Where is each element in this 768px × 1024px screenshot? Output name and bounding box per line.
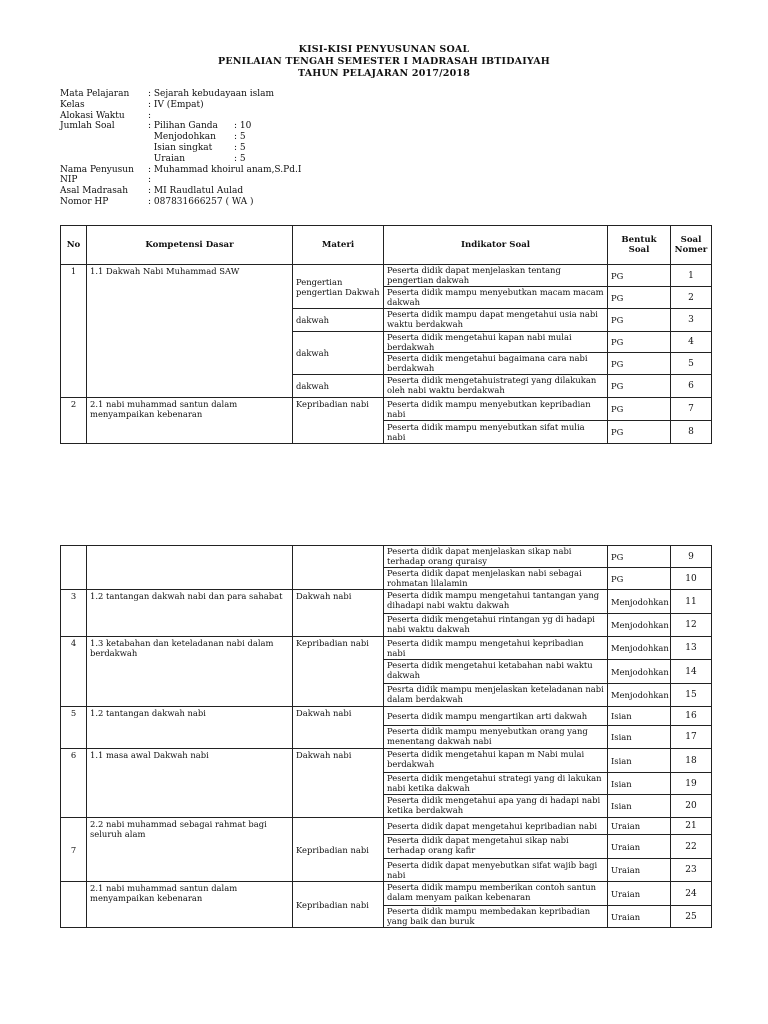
kisi-table-1	[60, 225, 712, 444]
meta-label: Alokasi Waktu	[60, 110, 125, 121]
meta-label: Nomor HP	[60, 196, 109, 207]
header-materi: Materi	[293, 226, 384, 265]
bentuk-soal: PG	[608, 421, 671, 444]
kompetensi-dasar: 1.2 tantangan dakwah nabi	[87, 707, 293, 749]
indikator: Pesrta didik mampu menjelaskan keteladanan nabi dalam berdakwah	[384, 684, 608, 707]
meta-value: :	[148, 175, 152, 186]
meta-label: Asal Madrasah	[60, 186, 129, 197]
indikator: Peserta didik dapat mengetahui kepribadian nabi	[384, 818, 608, 835]
kompetensi-dasar: 1.1 Dakwah Nabi Muhammad SAW	[87, 265, 293, 398]
table-row	[61, 265, 712, 287]
jumlah-count: : 10	[234, 121, 252, 132]
nomor-soal: 17	[671, 726, 712, 749]
meta-value: : Sejarah kebudayaan islam	[148, 89, 275, 99]
nomor-soal: 7	[671, 398, 712, 421]
meta-value: : Muhammad khoirul anam,S.Pd.I	[148, 164, 302, 175]
indikator: Peserta didik dapat menjelaskan tentang pengertian dakwah	[384, 265, 608, 287]
nomor-soal: 5	[671, 353, 712, 375]
nomor-soal: 19	[671, 773, 712, 795]
nomor-soal: 9	[671, 546, 712, 568]
indikator: Peserta didik dapat mengetahui sikap nabi terhadap orang kafir	[384, 835, 608, 859]
nomor-soal: 14	[671, 660, 712, 684]
bentuk-soal: Uraian	[608, 906, 671, 928]
nomor-soal: 2	[671, 287, 712, 309]
title-line-1: KISI-KISI PENYUSUNAN SOAL	[298, 44, 470, 55]
indikator: Peserta didik mengetahui ketabahan nabi waktu dakwah	[384, 660, 608, 684]
meta-label: Mata Pelajaran	[60, 89, 130, 99]
meta-label: Kelas	[60, 99, 85, 110]
materi: Kepribadian nabi	[293, 637, 384, 707]
header-no: No	[61, 226, 87, 265]
header-kompetensi: Kompetensi Dasar	[87, 226, 293, 265]
bentuk-soal: Menjodohkan	[608, 590, 671, 614]
indikator: Peserta didik mengetahuistrategi yang dilakukan oleh nabi waktu berdakwah	[384, 375, 608, 398]
nomor-soal: 8	[671, 421, 712, 444]
bentuk-soal: Isian	[608, 707, 671, 726]
indikator: Peserta didik mampu mengetahui kepribadian nabi	[384, 637, 608, 660]
bentuk-soal: Isian	[608, 773, 671, 795]
bentuk-soal: PG	[608, 375, 671, 398]
indikator: Peserta didik mengetahui kapan nabi mulai berdakwah	[384, 332, 608, 353]
materi: Dakwah nabi	[293, 707, 384, 749]
indikator: Peserta didik dapat menjelaskan nabi sebagai rohmatan lilalamin	[384, 568, 608, 590]
title-line-3: TAHUN PELAJARAN 2017/2018	[297, 68, 471, 79]
table-row	[61, 882, 712, 906]
row-no: 7	[61, 818, 87, 882]
indikator: Peserta didik mampu membedakan kepribadian yang baik dan buruk	[384, 906, 608, 928]
nomor-soal: 21	[671, 818, 712, 835]
indikator: Peserta didik dapat menyebutkan sifat wajib bagi nabi	[384, 859, 608, 882]
bentuk-soal: Isian	[608, 795, 671, 818]
nomor-soal: 18	[671, 749, 712, 773]
row-no	[61, 882, 87, 928]
row-no: 5	[61, 707, 87, 749]
bentuk-soal: Uraian	[608, 818, 671, 835]
materi: dakwah	[293, 332, 384, 375]
indikator: Peserta didik mampu menyebutkan macam macam dakwah	[384, 287, 608, 309]
table-row	[61, 707, 712, 726]
indikator: Peserta didik mengetahui kapan m Nabi mulai berdakwah	[384, 749, 608, 773]
materi: Kepribadian nabi	[293, 818, 384, 882]
bentuk-soal: Menjodohkan	[608, 684, 671, 707]
indikator: Peserta didik mengetahui strategi yang di lakukan nabi ketika dakwah	[384, 773, 608, 795]
nomor-soal: 25	[671, 906, 712, 928]
kompetensi-dasar: 1.2 tantangan dakwah nabi dan para sahabat	[87, 590, 293, 637]
bentuk-soal: PG	[608, 332, 671, 353]
indikator: Peserta didik mampu menyebutkan kepribadian nabi	[384, 398, 608, 421]
nomor-soal: 12	[671, 614, 712, 637]
materi: Kepribadian nabi	[293, 398, 384, 444]
table-row	[61, 590, 712, 614]
bentuk-soal: Menjodohkan	[608, 614, 671, 637]
nomor-soal: 24	[671, 882, 712, 906]
kompetensi-dasar: 2.1 nabi muhammad santun dalam menyampaikan kebenaran	[87, 398, 293, 444]
bentuk-soal: Menjodohkan	[608, 637, 671, 660]
meta-label: Jumlah Soal	[60, 121, 115, 132]
header-indikator: Indikator Soal	[384, 226, 608, 265]
indikator: Peserta didik mampu memberikan contoh santun dalam menyam paikan kebenaran	[384, 882, 608, 906]
bentuk-soal: PG	[608, 309, 671, 332]
indikator: Peserta didik mengetahui apa yang di hadapi nabi ketika berdakwah	[384, 795, 608, 818]
jumlah-type: Uraian	[148, 153, 186, 164]
kompetensi-dasar	[87, 546, 293, 590]
nomor-soal: 6	[671, 375, 712, 398]
bentuk-soal: PG	[608, 546, 671, 568]
jumlah-type: Menjodohkan	[148, 132, 216, 143]
row-no: 4	[61, 637, 87, 707]
nomor-soal: 3	[671, 309, 712, 332]
indikator: Peserta didik mampu mengartikan arti dakwah	[384, 707, 608, 726]
meta-info	[60, 89, 301, 208]
bentuk-soal: Uraian	[608, 859, 671, 882]
meta-value: : MI Raudlatul Aulad	[148, 186, 244, 197]
row-no: 3	[61, 590, 87, 637]
jumlah-type: Isian singkat	[148, 142, 213, 153]
indikator: Peserta didik mampu menyebutkan orang yang menentang dakwah nabi	[384, 726, 608, 749]
bentuk-soal: Uraian	[608, 835, 671, 859]
indikator: Peserta didik mampu dapat mengetahui usia nabi waktu berdakwah	[384, 309, 608, 332]
meta-label: NIP	[60, 175, 78, 186]
table-row	[61, 637, 712, 660]
nomor-soal: 13	[671, 637, 712, 660]
meta-value: : IV (Empat)	[148, 99, 204, 110]
indikator: Peserta didik mengetahui bagaimana cara nabi berdakwah	[384, 353, 608, 375]
nomor-soal: 22	[671, 835, 712, 859]
kompetensi-dasar: 1.1 masa awal Dakwah nabi	[87, 749, 293, 818]
materi: Pengertian pengertian Dakwah	[293, 265, 384, 309]
meta-value: : 087831666257 ( WA )	[148, 196, 254, 207]
materi: dakwah	[293, 309, 384, 332]
row-no	[61, 546, 87, 590]
nomor-soal: 15	[671, 684, 712, 707]
jumlah-count: : 5	[234, 153, 246, 164]
indikator: Peserta didik dapat menjelaskan sikap nabi terhadap orang quraisy	[384, 546, 608, 568]
materi: Dakwah nabi	[293, 590, 384, 637]
bentuk-soal: PG	[608, 287, 671, 309]
kompetensi-dasar: 1.3 ketabahan dan keteladanan nabi dalam berdakwah	[87, 637, 293, 707]
bentuk-soal: Isian	[608, 726, 671, 749]
header-nomor: Soal Nomer	[671, 226, 712, 265]
nomor-soal: 20	[671, 795, 712, 818]
bentuk-soal: Uraian	[608, 882, 671, 906]
bentuk-soal: PG	[608, 398, 671, 421]
meta-value: :	[148, 110, 152, 121]
nomor-soal: 16	[671, 707, 712, 726]
row-no: 2	[61, 398, 87, 444]
nomor-soal: 4	[671, 332, 712, 353]
kompetensi-dasar: 2.2 nabi muhammad sebagai rahmat bagi seluruh alam	[87, 818, 293, 882]
nomor-soal: 23	[671, 859, 712, 882]
indikator: Peserta didik mengetahui rintangan yg di hadapi nabi waktu dakwah	[384, 614, 608, 637]
bentuk-soal: PG	[608, 353, 671, 375]
kompetensi-dasar: 2.1 nabi muhammad santun dalam menyampaikan kebenaran	[87, 882, 293, 928]
jumlah-count: : 5	[234, 142, 246, 153]
table-row	[61, 749, 712, 773]
kisi-table-2	[60, 545, 712, 928]
jumlah-count: : 5	[234, 132, 246, 143]
header-bentuk: Bentuk Soal	[608, 226, 671, 265]
title-line-2: PENILAIAN TENGAH SEMESTER I MADRASAH IBTIDAIYAH	[218, 56, 550, 67]
table-row	[61, 546, 712, 568]
nomor-soal: 10	[671, 568, 712, 590]
materi: dakwah	[293, 375, 384, 398]
nomor-soal: 1	[671, 265, 712, 287]
row-no: 1	[61, 265, 87, 398]
indikator: Peserta didik mampu mengetahui tantangan yang dihadapi nabi waktu dakwah	[384, 590, 608, 614]
bentuk-soal: Isian	[608, 749, 671, 773]
materi	[293, 546, 384, 590]
table-row	[61, 818, 712, 835]
indikator: Peserta didik mampu menyebutkan sifat mulia nabi	[384, 421, 608, 444]
meta-label: Nama Penyusun	[60, 164, 134, 175]
nomor-soal: 11	[671, 590, 712, 614]
materi: Kepribadian nabi	[293, 882, 384, 928]
bentuk-soal: PG	[608, 568, 671, 590]
bentuk-soal: Menjodohkan	[608, 660, 671, 684]
materi: Dakwah nabi	[293, 749, 384, 818]
jumlah-type: : Pilihan Ganda	[148, 121, 218, 132]
table-row	[61, 398, 712, 421]
row-no: 6	[61, 749, 87, 818]
bentuk-soal: PG	[608, 265, 671, 287]
